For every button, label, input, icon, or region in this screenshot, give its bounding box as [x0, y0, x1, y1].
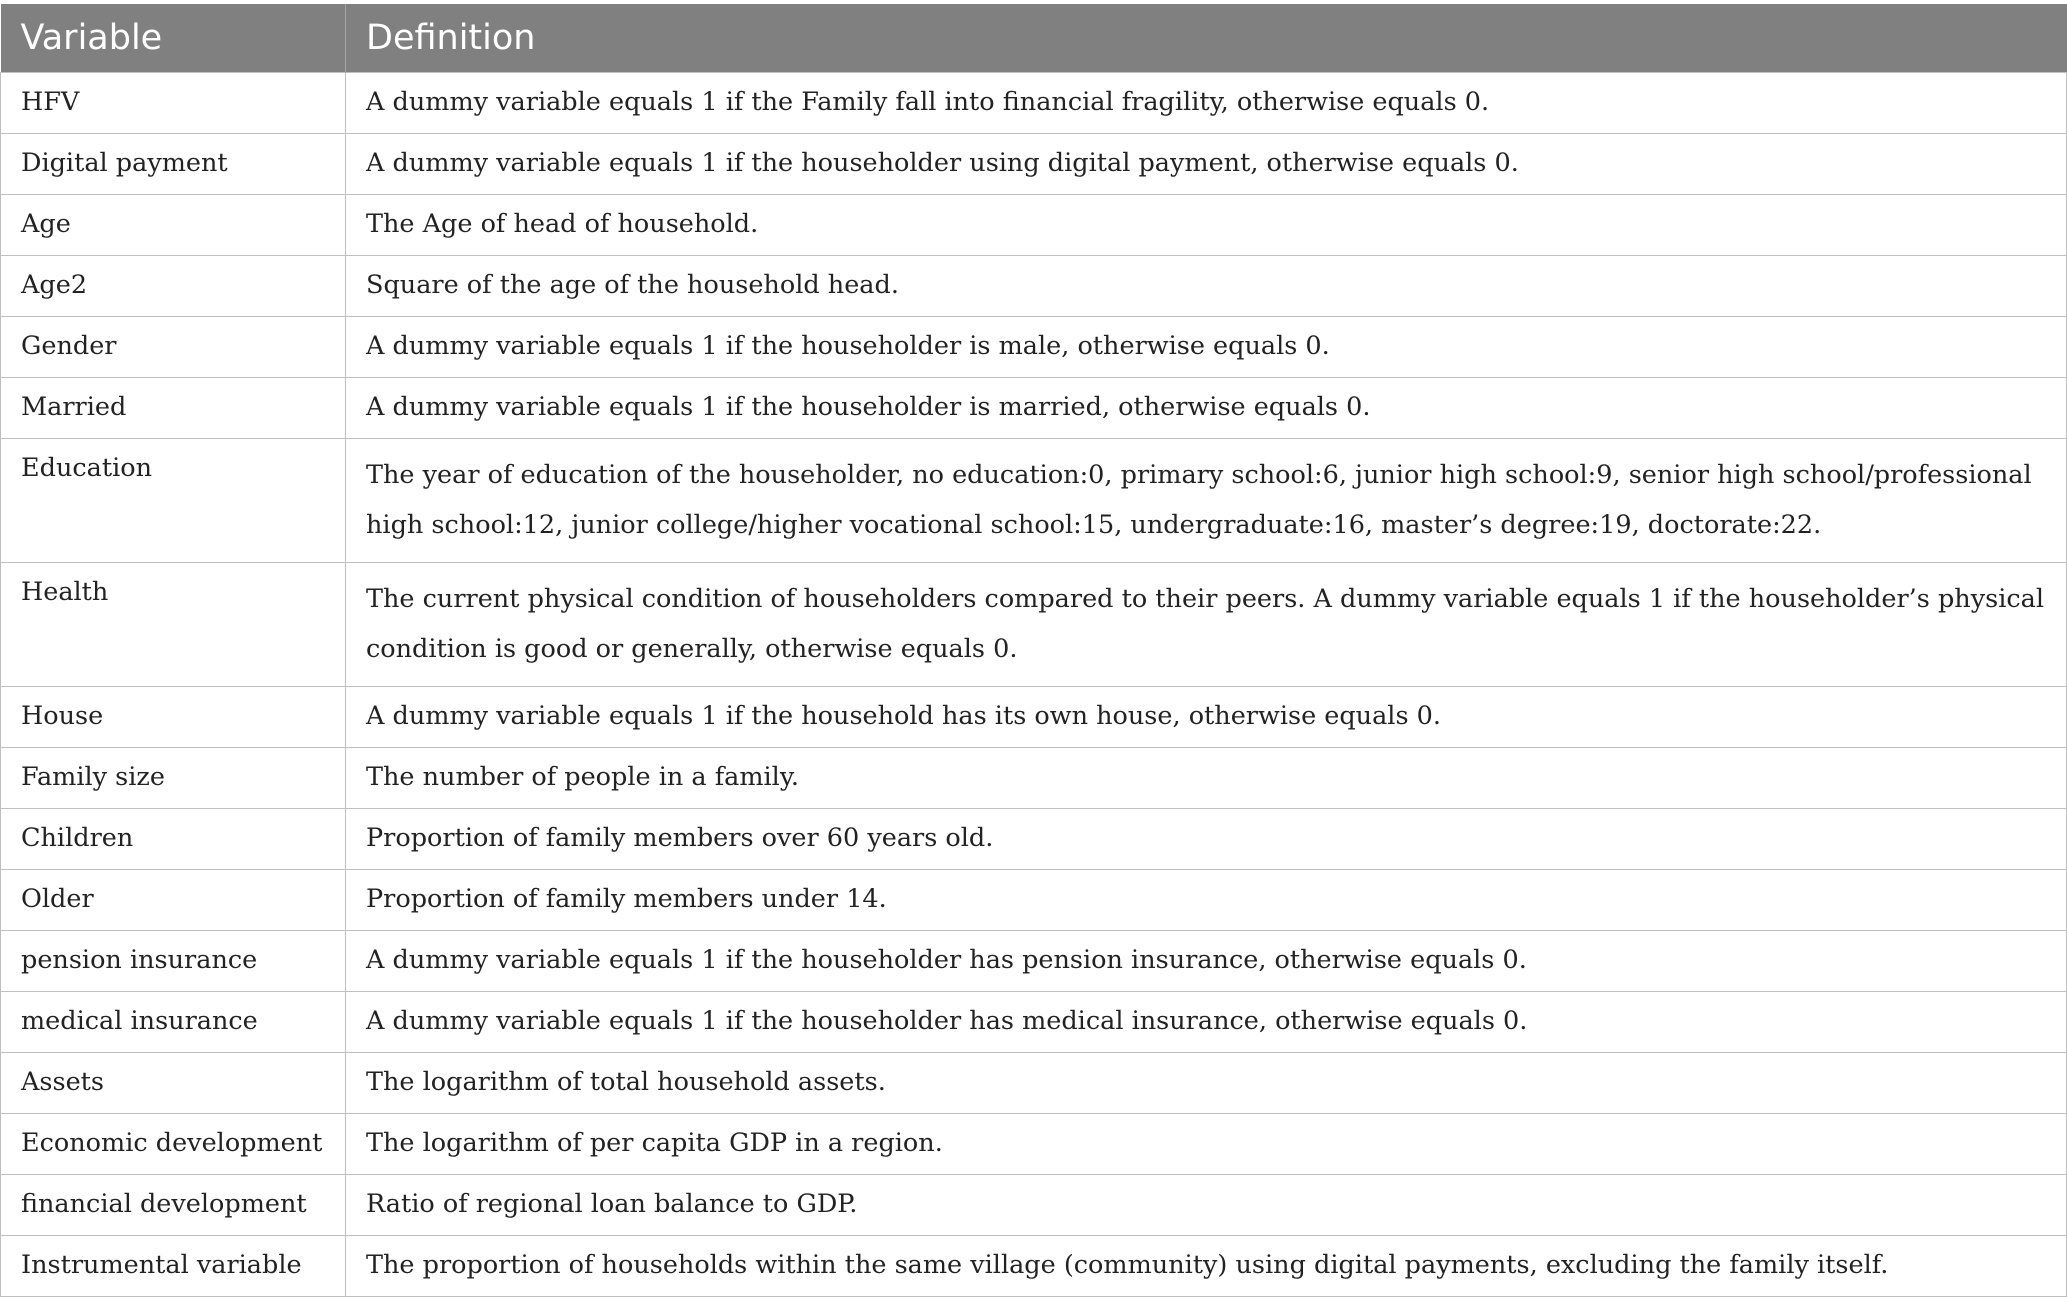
variable-cell: HFV — [1, 73, 346, 134]
definition-cell: Proportion of family members over 60 years old. — [346, 809, 2067, 870]
variable-cell: Health — [1, 563, 346, 687]
table-row — [1, 1175, 2067, 1236]
table-row — [1, 748, 2067, 809]
table-header — [1, 4, 2067, 73]
table-row — [1, 1053, 2067, 1114]
table-row — [1, 931, 2067, 992]
table-row — [1, 378, 2067, 439]
header-variable: Variable — [1, 4, 346, 73]
definition-cell: The current physical condition of householders compared to their peers. A dummy variable equals 1 if the householder’s physical condition is good or generally, otherwise equals 0. — [346, 563, 2067, 687]
variable-cell: medical insurance — [1, 992, 346, 1053]
definition-cell: The year of education of the householder, no education:0, primary school:6, junior high school:9, senior high school/professional high school:12, junior college/higher vocational school:15, undergraduate:16, master’s degree:19, doctorate:22. — [346, 439, 2067, 563]
variable-cell: Age — [1, 195, 346, 256]
header-row — [1, 4, 2067, 73]
variable-cell: Married — [1, 378, 346, 439]
table-row — [1, 256, 2067, 317]
table-row — [1, 73, 2067, 134]
table-row — [1, 195, 2067, 256]
table-row — [1, 1114, 2067, 1175]
definition-cell: The Age of head of household. — [346, 195, 2067, 256]
variable-cell: Economic development — [1, 1114, 346, 1175]
variable-definition-table-container — [0, 4, 2066, 1297]
definition-cell: The logarithm of per capita GDP in a region. — [346, 1114, 2067, 1175]
table-body — [1, 73, 2067, 1297]
variable-definition-table — [0, 4, 2067, 1297]
definition-cell: A dummy variable equals 1 if the householder is male, otherwise equals 0. — [346, 317, 2067, 378]
variable-cell: Family size — [1, 748, 346, 809]
definition-cell: A dummy variable equals 1 if the household has its own house, otherwise equals 0. — [346, 687, 2067, 748]
variable-cell: Gender — [1, 317, 346, 378]
table-row — [1, 1236, 2067, 1297]
definition-cell: A dummy variable equals 1 if the householder has medical insurance, otherwise equals 0. — [346, 992, 2067, 1053]
table-row — [1, 317, 2067, 378]
variable-cell: Digital payment — [1, 134, 346, 195]
table-row — [1, 439, 2067, 563]
table-row — [1, 870, 2067, 931]
definition-cell: Square of the age of the household head. — [346, 256, 2067, 317]
variable-cell: financial development — [1, 1175, 346, 1236]
variable-cell: Instrumental variable — [1, 1236, 346, 1297]
variable-cell: Older — [1, 870, 346, 931]
table-row — [1, 992, 2067, 1053]
definition-cell: The logarithm of total household assets. — [346, 1053, 2067, 1114]
table-row — [1, 134, 2067, 195]
variable-cell: Age2 — [1, 256, 346, 317]
variable-cell: pension insurance — [1, 931, 346, 992]
variable-cell: House — [1, 687, 346, 748]
definition-cell: Ratio of regional loan balance to GDP. — [346, 1175, 2067, 1236]
header-definition: Definition — [346, 4, 2067, 73]
definition-cell: The proportion of households within the same village (community) using digital payments, excluding the family itself. — [346, 1236, 2067, 1297]
variable-cell: Assets — [1, 1053, 346, 1114]
definition-cell: A dummy variable equals 1 if the householder is married, otherwise equals 0. — [346, 378, 2067, 439]
definition-cell: The number of people in a family. — [346, 748, 2067, 809]
table-row — [1, 563, 2067, 687]
variable-cell: Children — [1, 809, 346, 870]
table-row — [1, 809, 2067, 870]
definition-cell: A dummy variable equals 1 if the householder has pension insurance, otherwise equals 0. — [346, 931, 2067, 992]
definition-cell: A dummy variable equals 1 if the householder using digital payment, otherwise equals 0. — [346, 134, 2067, 195]
definition-cell: A dummy variable equals 1 if the Family fall into financial fragility, otherwise equals 0. — [346, 73, 2067, 134]
variable-cell: Education — [1, 439, 346, 563]
definition-cell: Proportion of family members under 14. — [346, 870, 2067, 931]
table-row — [1, 687, 2067, 748]
